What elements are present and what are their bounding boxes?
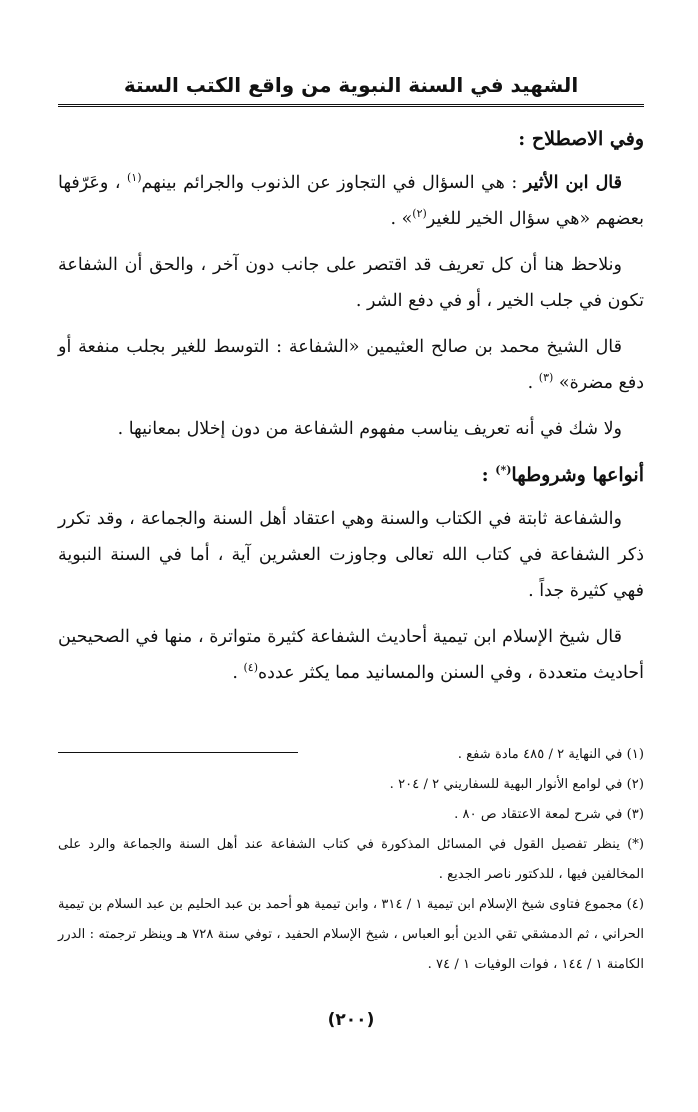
- book-page: [58, 70, 644, 1070]
- paragraph-uthaymin: [58, 329, 644, 401]
- paragraph-lead: قال ابن الأثير: [523, 173, 622, 193]
- heading-colon: :: [481, 464, 489, 486]
- paragraph-text: قال الشيخ محمد بن صالح العثيمين «الشفاعة : التوسط للغير بجلب منفعة أو دفع مضرة»: [58, 337, 644, 393]
- paragraph-end: » .: [390, 209, 413, 229]
- running-header: الشهيد في السنة النبوية من واقع الكتب الستة: [58, 70, 644, 107]
- section-heading-types: [58, 457, 644, 493]
- footnote-ref-1: (١): [126, 171, 142, 185]
- paragraph-text: قال شيخ الإسلام ابن تيمية أحاديث الشفاعة كثيرة متواترة ، منها في الصحيحين أحاديث متعددة ، وفي السنن والمسانيد مما يكثر عدده: [58, 627, 644, 683]
- paragraph-end: .: [527, 373, 534, 393]
- paragraph-observation: ونلاحظ هنا أن كل تعريف قد اقتصر على جانب دون آخر ، والحق أن الشفاعة تكون في جلب الخير ، أو في دفع الشر .: [58, 255, 644, 311]
- paragraph-ibn-taymiyya: [58, 619, 644, 691]
- paragraph-end: .: [232, 663, 238, 683]
- section-heading-terminology: وفي الاصطلاح :: [518, 128, 644, 150]
- footnote-star: (*) ينظر تفصيل القول في المسائل المذكورة في كتاب الشفاعة عند أهل السنة والجماعة والرد على المخالفين فيها ، للدكتور ناصر الجديع .: [58, 837, 644, 882]
- main-text: [58, 121, 644, 691]
- paragraph-conclusion: ولا شك في أنه تعريف يناسب مفهوم الشفاعة من دون إخلال بمعانيها .: [117, 419, 622, 439]
- footnote-ref-2: (٢): [412, 207, 427, 221]
- footnote-3: (٣) في شرح لمعة الاعتقاد ص ٨٠ .: [454, 807, 644, 822]
- paragraph-text: : هي السؤال في التجاوز عن الذنوب والجرائم بينهم: [141, 173, 518, 193]
- footnote-2: (٢) في لوامع الأنوار البهية للسفاريني ٢ / ٢٠٤ .: [389, 777, 644, 792]
- footnote-1: (١) في النهاية ٢ / ٤٨٥ مادة شفع .: [457, 747, 644, 762]
- heading-text: أنواعها وشروطها: [511, 464, 644, 486]
- paragraph-intercession-proof: والشفاعة ثابتة في الكتاب والسنة وهي اعتقاد أهل السنة والجماعة ، وقد تكرر ذكر الشفاعة في كتاب الله تعالى وجاوزت العشرين آية ، أما في السنة النبوية فهي كثيرة جداً .: [58, 509, 644, 601]
- page-number: (٢٠٠): [327, 1010, 375, 1030]
- footnote-ref-star: (*): [495, 463, 512, 477]
- footnote-ref-4: (٤): [243, 661, 258, 675]
- paragraph-ibn-athir: [58, 165, 644, 237]
- footnote-ref-3: (٣): [538, 371, 554, 385]
- paragraph-text: ، وعَرّفها بعضهم «هي سؤال الخير للغير: [58, 173, 644, 229]
- footnotes: [58, 740, 644, 980]
- footnote-4: (٤) مجموع فتاوى شيخ الإسلام ابن تيمية ١ / ٣١٤ ، وابن تيمية هو أحمد بن عبد الحليم بن عبد السلام بن تيمية الحراني ، ثم الدمشقي تقي الدين أبو العباس ، شيخ الإسلام الحفيد ، توفي سنة ٧٢٨ هـ وينظر ترجمته : الدرر الكامنة ١ / ١٤٤ ، فوات الوفيات ١ / ٧٤ .: [58, 897, 645, 972]
